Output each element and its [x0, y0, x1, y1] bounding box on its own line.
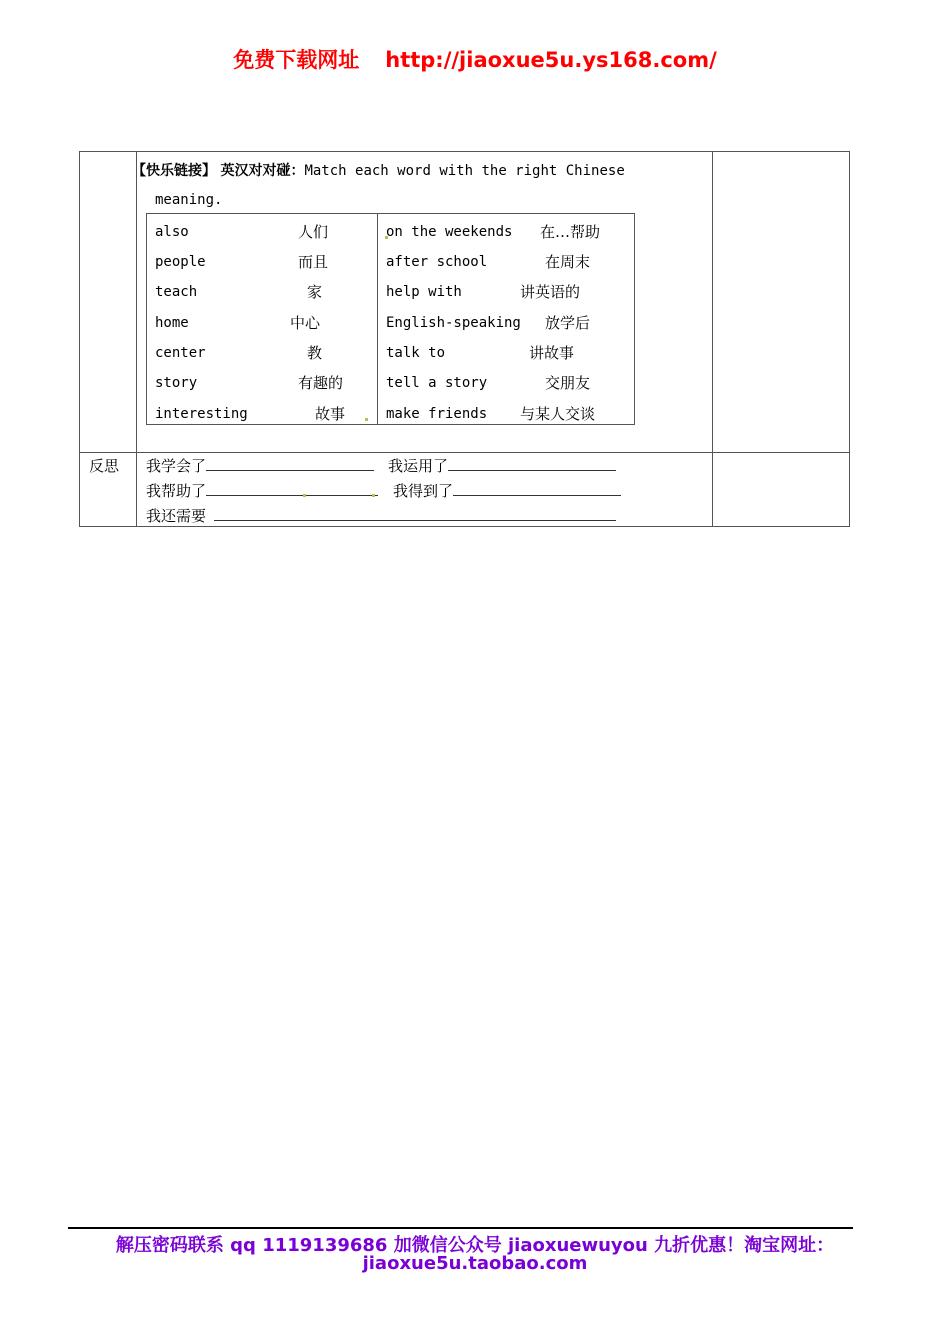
right-meaning: 在…帮助	[540, 223, 601, 241]
matching-table	[146, 213, 635, 425]
left-word: center	[155, 345, 206, 361]
right-phrase: talk to	[386, 345, 446, 361]
mark-dot	[365, 418, 368, 421]
column-divider	[712, 152, 713, 526]
section-title: 【快乐链接】	[132, 163, 216, 179]
right-meaning: 讲英语的	[520, 283, 581, 301]
right-meaning: 讲故事	[529, 344, 575, 362]
left-word: teach	[155, 284, 198, 300]
footer-divider	[68, 1227, 853, 1229]
reflection-used	[388, 455, 616, 476]
left-word: home	[155, 315, 189, 331]
right-phrase: tell a story	[386, 375, 488, 391]
right-meaning: 与某人交谈	[520, 405, 596, 423]
reflection-got	[393, 480, 621, 501]
left-word: interesting	[155, 406, 248, 422]
left-meaning: 人们	[298, 223, 329, 241]
instruction-line-2: meaning.	[155, 192, 223, 208]
right-meaning: 交朋友	[545, 374, 591, 392]
right-meaning: 放学后	[545, 314, 591, 332]
section-heading	[132, 160, 625, 180]
section-subtitle: 英汉对对碰：	[220, 163, 305, 179]
right-phrase: help with	[386, 284, 462, 300]
helped-blank[interactable]	[206, 481, 378, 496]
header-url-link[interactable]: http://jiaoxue5u.ys168.com/	[385, 48, 717, 72]
right-phrase: make friends	[386, 406, 488, 422]
mark-dot	[372, 494, 375, 497]
right-meaning: 在周末	[545, 253, 591, 271]
reflection-need	[146, 505, 616, 526]
row-divider	[80, 452, 849, 453]
left-meaning: 有趣的	[298, 374, 344, 392]
need-blank[interactable]	[214, 506, 616, 521]
left-meaning: 中心	[290, 314, 321, 332]
left-word: people	[155, 254, 206, 270]
learned-blank[interactable]	[206, 456, 374, 471]
header-label: 免费下载网址	[233, 48, 360, 72]
download-header	[0, 44, 950, 74]
left-meaning: 故事	[315, 405, 346, 423]
got-blank[interactable]	[453, 481, 621, 496]
need-label: 我还需要	[146, 507, 207, 525]
matching-divider	[377, 214, 378, 424]
left-word: story	[155, 375, 198, 391]
footer-line-1: 解压密码联系 qq 1119139686 加微信公众号 jiaoxuewuyou 九折优惠！淘宝网址：	[115, 1235, 835, 1256]
helped-label: 我帮助了	[146, 482, 207, 500]
left-meaning: 家	[307, 283, 323, 301]
mark-dot	[303, 494, 306, 497]
reflection-label: 反思	[89, 457, 120, 475]
reflection-helped	[146, 480, 378, 501]
left-meaning: 教	[307, 344, 323, 362]
right-phrase: after school	[386, 254, 488, 270]
got-label: 我得到了	[393, 482, 454, 500]
reflection-learned	[146, 455, 374, 476]
right-phrase: on the weekends	[386, 224, 513, 240]
used-blank[interactable]	[448, 456, 616, 471]
used-label: 我运用了	[388, 457, 449, 475]
worksheet-table	[79, 151, 850, 527]
left-word: also	[155, 224, 189, 240]
instruction-line-1: Match each word with the right Chinese	[304, 163, 625, 179]
right-phrase: English-speaking	[386, 315, 521, 331]
column-divider	[136, 152, 137, 526]
learned-label: 我学会了	[146, 457, 207, 475]
footer-line-2[interactable]: jiaoxue5u.taobao.com	[362, 1253, 588, 1274]
left-meaning: 而且	[298, 253, 329, 271]
